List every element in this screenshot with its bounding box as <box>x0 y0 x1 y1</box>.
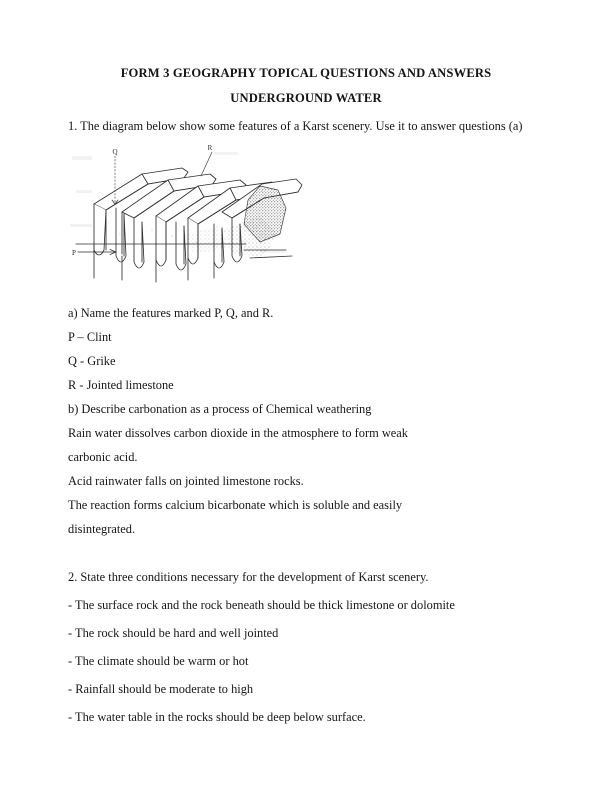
answer-carbonation-line-5: disintegrated. <box>68 522 136 536</box>
question-2-answer-2: - The rock should be hard and well jointed <box>68 626 279 640</box>
figure-label-p: P <box>72 249 76 257</box>
question-1b-prompt: b) Describe carbonation as a process of Chemical weathering <box>68 402 372 416</box>
answer-r: R - Jointed limestone <box>68 378 174 392</box>
answer-carbonation-line-2: carbonic acid. <box>68 450 138 464</box>
figure-label-q: Q <box>112 148 118 156</box>
figure-label-r: R <box>207 144 213 152</box>
question-2-prompt: 2. State three conditions necessary for the development of Karst scenery. <box>68 570 429 584</box>
question-2-answer-1: - The surface rock and the rock beneath should be thick limestone or dolomite <box>68 598 455 612</box>
question-1-prompt: 1. The diagram below show some features of a Karst scenery. Use it to answer questions (a) <box>68 119 523 133</box>
karst-diagram-svg <box>64 138 324 290</box>
karst-scenery-diagram <box>64 138 324 290</box>
question-2-answer-5: - The water table in the rocks should be deep below surface. <box>68 710 366 724</box>
document-title: FORM 3 GEOGRAPHY TOPICAL QUESTIONS AND ANSWERS <box>120 66 492 80</box>
question-2-answer-3: - The climate should be warm or hot <box>68 654 249 668</box>
question-2-answer-4: - Rainfall should be moderate to high <box>68 682 254 696</box>
answer-carbonation-line-4: The reaction forms calcium bicarbonate which is soluble and easily <box>68 498 403 512</box>
answer-p: P – Clint <box>68 330 112 344</box>
answer-q: Q - Grike <box>68 354 116 368</box>
document-subtitle: UNDERGROUND WATER <box>230 91 382 105</box>
question-1a-prompt: a) Name the features marked P, Q, and R. <box>68 306 274 320</box>
answer-carbonation-line-1: Rain water dissolves carbon dioxide in the atmosphere to form weak <box>68 426 408 440</box>
answer-carbonation-line-3: Acid rainwater falls on jointed limestone rocks. <box>68 474 304 488</box>
